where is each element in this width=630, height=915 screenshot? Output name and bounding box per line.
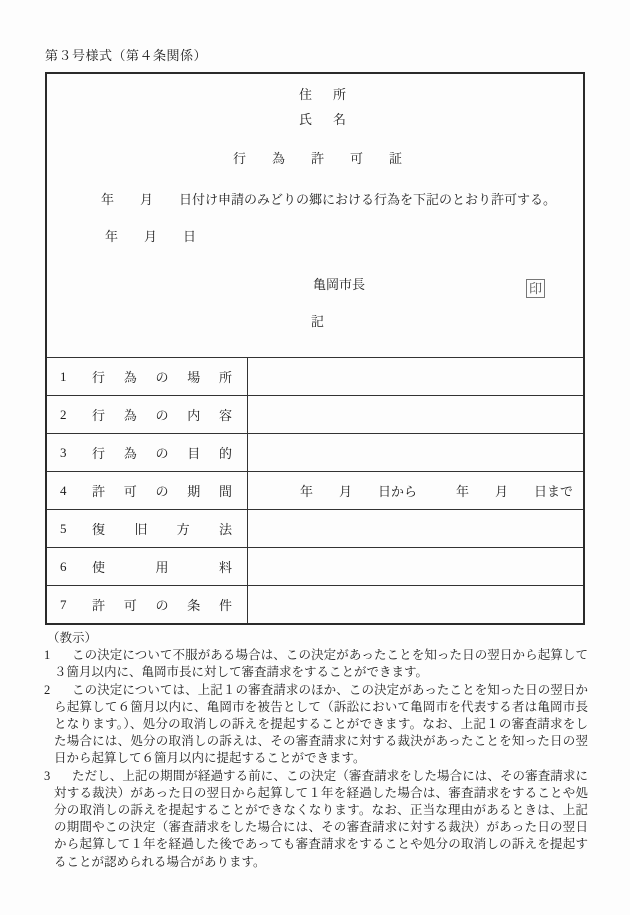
row-label-cell <box>47 586 248 623</box>
row-label-text: 復 旧 方 法 <box>92 522 232 537</box>
row-label-text: 許 可 の 期 間 <box>92 484 232 499</box>
row-label-cell <box>47 396 248 433</box>
row-value-cell <box>248 586 583 623</box>
row-value-cell <box>248 510 583 547</box>
row-label-text: 行 為 の 場 所 <box>92 370 232 385</box>
row-number: 5 <box>60 520 67 536</box>
row-label-text: 使 用 料 <box>92 560 232 575</box>
name-label: 氏 名 <box>299 112 351 127</box>
address-label: 住 所 <box>299 87 351 102</box>
note-item <box>44 647 588 681</box>
row-label-text: 行 為 の 目 的 <box>92 446 232 461</box>
row-value-cell <box>248 548 583 585</box>
note-item <box>44 682 588 768</box>
row-number: 2 <box>60 406 67 422</box>
certificate-box <box>45 72 585 625</box>
seal-mark: 印 <box>526 279 545 298</box>
row-value-cell <box>248 472 583 509</box>
row-number: 4 <box>60 482 67 498</box>
table-row <box>47 357 583 395</box>
table-row <box>47 547 583 585</box>
table-row <box>47 433 583 471</box>
table-row <box>47 471 583 509</box>
table-row <box>47 585 583 623</box>
notes-list <box>44 647 588 871</box>
ki-label: 記 <box>311 314 325 329</box>
row-label-cell <box>47 358 248 395</box>
note-text: この決定については、上記１の審査請求のほか、この決定があったことを知った日の翌日から起算して６箇月以内に、亀岡市を被告として（訴訟において亀岡市を代表する者は亀岡市長となります。）、処分の取消しの訴えを提起することができます。なお、上記１の審査請求をした場合には、処分の取消しの訴えは、その審査請求に対する裁決があったことを知った日の翌日から起算して６箇月以内に提起することができます。 <box>54 682 588 766</box>
notes-heading: （教示） <box>47 631 98 645</box>
table-row <box>47 509 583 547</box>
mayor-label: 亀岡市長 <box>313 277 366 292</box>
notes-section <box>44 630 588 871</box>
note-number: 2 <box>44 682 51 697</box>
row-value-cell <box>248 396 583 433</box>
note-number: 1 <box>44 648 51 663</box>
issue-date-line: 年 月 日 <box>105 229 197 244</box>
row-number: 1 <box>60 368 67 384</box>
row-value-cell <box>248 358 583 395</box>
row-label-cell <box>47 548 248 585</box>
permission-table <box>47 357 583 623</box>
note-text: この決定について不服がある場合は、この決定があったことを知った日の翌日から起算して３箇月以内に、亀岡市長に対して審査請求をすることができます。 <box>54 648 588 680</box>
row-number: 7 <box>60 596 67 612</box>
note-text: ただし、上記の期間が経過する前に、この決定（審査請求をした場合には、その審査請求に対する裁決）があった日の翌日から起算して１年を経過した場合は、審査請求をすることや処分の取消しの訴えを提起することができなくなります。なお、正当な理由があるときは、上記の期間やこの決定（審査請求をした場合には、その審査請求に対する裁決）があった日の翌日から起算して１年を経過した後であっても審査請求をすることや処分の取消しの訴えを提起することが認められる場合があります。 <box>54 768 588 869</box>
permission-statement: 年 月 日付け申請のみどりの郷における行為を下記のとおり許可する。 <box>101 192 557 207</box>
row-label-cell <box>47 434 248 471</box>
row-label-cell <box>47 510 248 547</box>
row-number: 3 <box>60 444 67 460</box>
row-value-cell <box>248 434 583 471</box>
certificate-title: 行 為 許 可 証 <box>233 151 403 166</box>
row-number: 6 <box>60 558 67 574</box>
row-label-text: 行 為 の 内 容 <box>92 408 232 423</box>
note-item <box>44 768 588 871</box>
form-number-label: 第３号様式（第４条関係） <box>45 48 208 63</box>
row-value: 年 月 日から 年 月 日まで <box>300 484 574 499</box>
row-label-text: 許 可 の 条 件 <box>92 598 232 613</box>
table-row <box>47 395 583 433</box>
note-number: 3 <box>44 768 51 783</box>
row-label-cell <box>47 472 248 509</box>
